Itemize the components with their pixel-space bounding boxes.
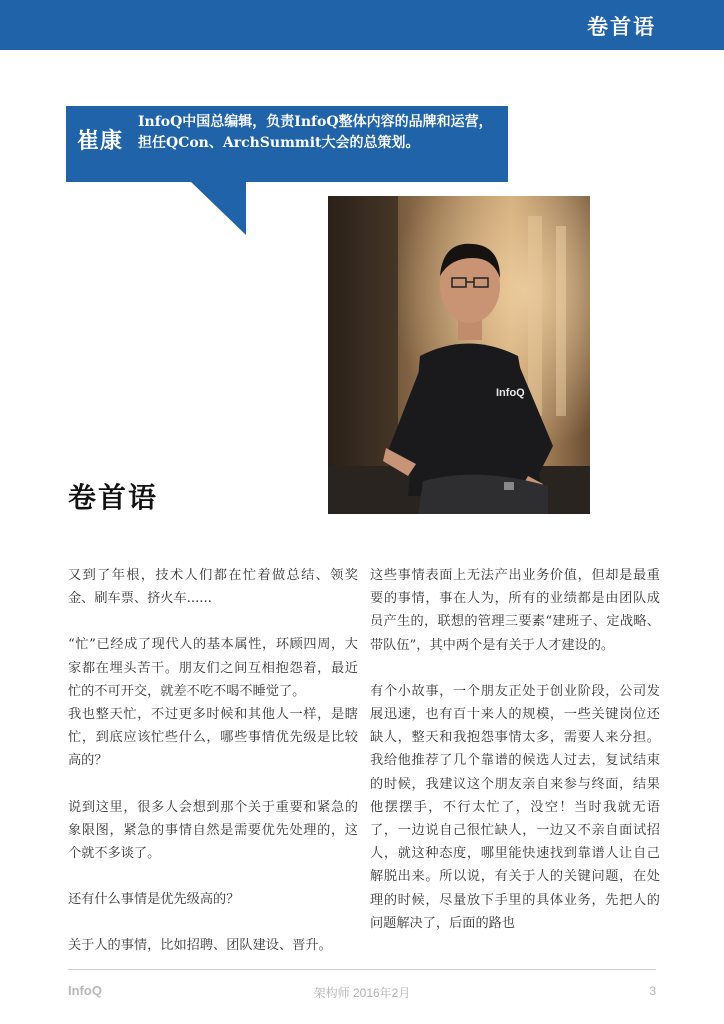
section-heading: 卷首语 (68, 481, 159, 514)
footer-logo: InfoQ (68, 983, 102, 998)
paragraph: 有个小故事，一个朋友正处于创业阶段，公司发展迅速，也有百十来人的规模，一些关键岗位还缺人，整天和我抱怨事情太多，需要人来分担。我给他推荐了几个靠谱的候选人过去，复试结束的时候，我建议这个朋友亲自来参与终面，结果他摆摆手，不行太忙了，没空！当时我就无语了，一边说自己很忙缺人，一边又不亲自面试招人，就这种态度，哪里能快速找到靠谱人让自己解脱出来。所以说，有关于人的关键问题，在处理的时候，尽量放下手里的具体业务，先把人的问题解决了，后面的路也 (370, 683, 660, 931)
author-callout (66, 106, 508, 182)
paragraph: 我也整天忙，不过更多时候和其他人一样，是瞎忙，到底应该忙些什么，哪些事情优先级是比较高的？ (68, 707, 358, 769)
paragraph: “忙”已经成了现代人的基本属性，环顾四周，大家都在埋头苦干。朋友们之间互相抱怨着，最近忙的不可开交，就差不吃不喝不睡觉了。 (68, 637, 358, 699)
article-column-left (68, 564, 358, 981)
paragraph: 这些事情表面上无法产出业务价值，但却是最重要的事情，事在人为，所有的业绩都是由团队成员产生的，联想的管理三要素“建班子、定战略、带队伍”，其中两个是有关于人才建设的。 (370, 568, 660, 653)
author-photo (328, 196, 590, 514)
footer-issue: 架构师 2016年2月 (313, 986, 411, 1000)
paragraph: 关于人的事情，比如招聘、团队建设、晋升。 (68, 938, 332, 954)
article-column-right (370, 564, 660, 958)
author-photo-illustration (328, 196, 590, 514)
top-banner (0, 0, 724, 50)
author-name: 崔康 (77, 128, 124, 154)
callout-pointer (190, 181, 246, 235)
paragraph: 还有什么事情是优先级高的？ (68, 892, 240, 908)
paragraph: 又到了年根，技术人们都在忙着做总结、领奖金、刷车票、挤火车...... (68, 568, 358, 607)
paragraph: 说到这里，很多人会想到那个关于重要和紧急的象限图，紧急的事情自然是需要优先处理的，这个就不多谈了。 (68, 799, 358, 862)
footer-divider (68, 969, 656, 970)
page-number: 3 (649, 984, 656, 998)
banner-title: 卷首语 (587, 14, 656, 39)
shirt-logo: InfoQ (496, 387, 525, 399)
author-bio: InfoQ中国总编辑，负责InfoQ整体内容的品牌和运营，担任QCon、ArchSummit大会的总策划。 (138, 114, 493, 151)
